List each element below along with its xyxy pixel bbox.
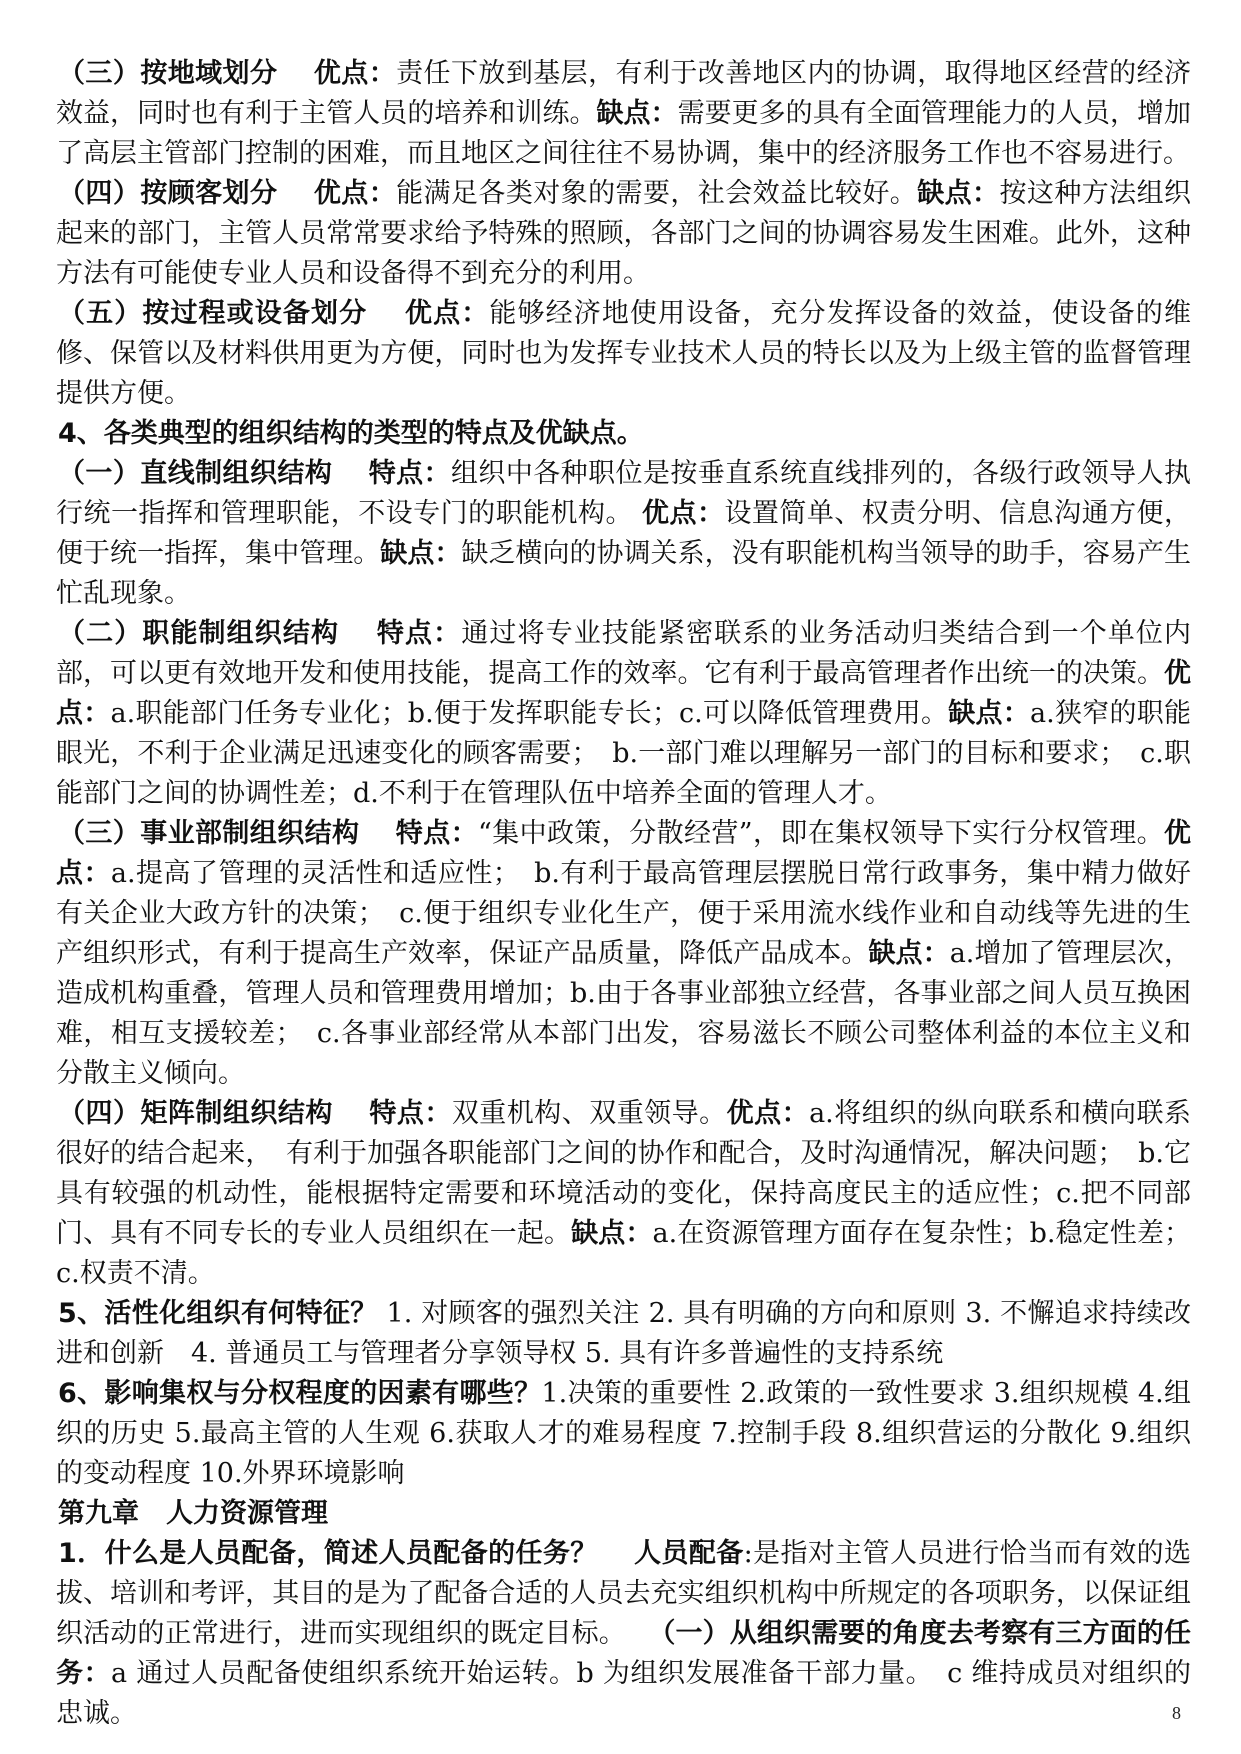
label-disadvantages: 缺点： (868, 938, 950, 969)
paragraph-staffing (56, 1534, 1191, 1734)
paragraph-matrix-structure (56, 1094, 1191, 1294)
label-features: 特点： (369, 1098, 452, 1129)
section-heading: （五）按过程或设备划分 (58, 298, 368, 329)
text-disadvantages: a.增加了管理层次，造成机构重叠，管理人员和管理费用增加；b.由于各事业部独立经营，各事业部之间人员互换困难，相互支援较差； c.各事业部经常从本部门出发，容易滋长不顾公司整体利益的本位主义和分散主义倾向。 (56, 938, 1192, 1089)
text-advantages: a.提高了管理的灵活性和适应性； b.有利于最高管理层摆脱日常行政事务，集中精力做好有关企业大政方针的决策； c.便于组织专业化生产，便于采用流水线作业和自动线等先进的生产组织形式，有利于提高生产效率，保证产品质量，降低产品成本。 (56, 858, 1192, 969)
paragraph-line-structure (56, 454, 1191, 614)
text-features: 双重机构、双重领导。 (451, 1098, 727, 1129)
label-disadvantages: 缺点： (917, 178, 1000, 209)
answer-text: 1. 对顾客的强烈关注 2. 具有明确的方向和原则 3. 不懈追求持续改进和创新 4. 普通员工与管理者分享领导权 5. 具有许多普遍性的支持系统 (56, 1298, 1191, 1369)
text-features: 通过将专业技能紧密联系的业务活动归类结合到一个单位内部，可以更有效地开发和使用技能，提高工作的效率。它有利于最高管理者作出统一的决策。 (56, 618, 1192, 689)
label-features: 特点： (376, 618, 462, 649)
label-advantages: 优点： (642, 498, 725, 529)
label-disadvantages: 缺点： (948, 698, 1031, 729)
section-heading: （三）事业部制组织结构 (58, 818, 360, 849)
label-tasks: （一）从组织需要的角度去考察有三方面的任务： (56, 1618, 1191, 1689)
paragraph-question-6 (56, 1374, 1191, 1494)
question-title: 6、影响集权与分权程度的因素有哪些？ (58, 1378, 542, 1409)
question-title: 5、活性化组织有何特征？ (58, 1298, 378, 1329)
chapter-heading (56, 1494, 1191, 1534)
label-advantages: 优点： (726, 1098, 810, 1129)
label-definition: 人员配备 (634, 1538, 744, 1569)
paragraph-process-division (56, 294, 1191, 414)
text-features: 组织中各种职位是按垂直系统直线排列的，各级行政领导人执行统一指挥和管理职能，不设专门的职能机构。 (56, 458, 1192, 529)
question-title: 1．什么是人员配备，简述人员配备的任务？ (58, 1538, 598, 1569)
label-disadvantages: 缺点： (596, 98, 678, 129)
label-features: 特点： (395, 818, 478, 849)
label-disadvantages: 缺点： (380, 538, 462, 569)
label-features: 特点： (368, 458, 451, 489)
text-advantages: 责任下放到基层，有利于改善地区内的协调，取得地区经营的经济效益，同时也有利于主管人员的培养和训练。 (56, 58, 1192, 129)
question-title: 4、各类典型的组织结构的类型的特点及优缺点。 (58, 418, 644, 449)
text-disadvantages: a.在资源管理方面存在复杂性；b.稳定性差；c.权责不清。 (56, 1218, 1192, 1289)
document-body (56, 54, 1191, 1734)
paragraph-question-5 (56, 1294, 1191, 1374)
text-disadvantages: 按这种方法组织起来的部门，主管人员常常要求给予特殊的照顾，各部门之间的协调容易发生困难。此外，这种方法有可能使专业人员和设备得不到充分的利用。 (56, 178, 1192, 289)
text-features: “集中政策，分散经营”，即在集权领导下实行分权管理。 (478, 818, 1165, 849)
section-heading: （四）按顾客划分 (58, 178, 278, 209)
text-tasks: a 通过人员配备使组织系统开始运转。b 为组织发展准备干部力量。 c 维持成员对组织的忠诚。 (56, 1658, 1192, 1729)
text-disadvantages: a.狭窄的职能眼光，不利于企业满足迅速变化的顾客需要； b.一部门难以理解另一部门的目标和要求； c.职能部门之间的协调性差；d.不利于在管理队伍中培养全面的管理人才。 (56, 698, 1192, 809)
chapter-title: 第九章 人力资源管理 (58, 1498, 328, 1529)
label-advantages: 优点： (405, 298, 490, 329)
question-4-heading (56, 414, 1191, 454)
section-heading: （四）矩阵制组织结构 (58, 1098, 333, 1129)
paragraph-region-division (56, 54, 1191, 174)
label-disadvantages: 缺点： (571, 1218, 653, 1249)
text-advantages: 能满足各类对象的需要，社会效益比较好。 (396, 178, 918, 209)
label-advantages: 优点： (56, 658, 1191, 729)
section-heading: （二）职能制组织结构 (58, 618, 340, 649)
section-heading: （一）直线制组织结构 (58, 458, 333, 489)
page-number: 8 (1172, 1703, 1181, 1723)
answer-text: 1.决策的重要性 2.政策的一致性要求 3.组织规模 4.组织的历史 5.最高主管的人生观 6.获取人才的难易程度 7.控制手段 8.组织营运的分散化 9.组织的变动程度 10.外界环境影响 (56, 1378, 1191, 1489)
text-advantages: 设置简单、权责分明、信息沟通方便，便于统一指挥，集中管理。 (56, 498, 1192, 569)
text-advantages: 能够经济地使用设备，充分发挥设备的效益，使设备的维修、保管以及材料供用更为方便，同时也为发挥专业技术人员的特长以及为上级主管的监督管理提供方便。 (56, 298, 1192, 409)
label-advantages: 优点： (313, 178, 397, 209)
text-disadvantages: 需要更多的具有全面管理能力的人员，增加了高层主管部门控制的困难，而且地区之间往往不易协调，集中的经济服务工作也不容易进行。 (56, 98, 1192, 169)
label-advantages: 优点： (56, 818, 1192, 889)
label-advantages: 优点： (313, 58, 397, 89)
text-disadvantages: 缺乏横向的协调关系，没有职能机构当领导的助手，容易产生忙乱现象。 (56, 538, 1192, 609)
section-heading: （三）按地域划分 (58, 58, 278, 89)
paragraph-divisional-structure (56, 814, 1191, 1094)
text-advantages: a.将组织的纵向联系和横向联系很好的结合起来， 有利于加强各职能部门之间的协作和配合，及时沟通情况，解决问题； b.它具有较强的机动性，能根据特定需要和环境活动的变化，保持高度民主的适应性；c.把不同部门、具有不同专长的专业人员组织在一起。 (56, 1098, 1192, 1249)
text-advantages: a.职能部门任务专业化；b.便于发挥职能专长；c.可以降低管理费用。 (110, 698, 949, 729)
paragraph-functional-structure (56, 614, 1191, 814)
paragraph-customer-division (56, 174, 1191, 294)
text-definition: :是指对主管人员进行恰当而有效的选拔、培训和考评，其目的是为了配备合适的人员去充实组织机构中所规定的各项职务，以保证组织活动的正常进行，进而实现组织的既定目标。 (56, 1538, 1191, 1649)
